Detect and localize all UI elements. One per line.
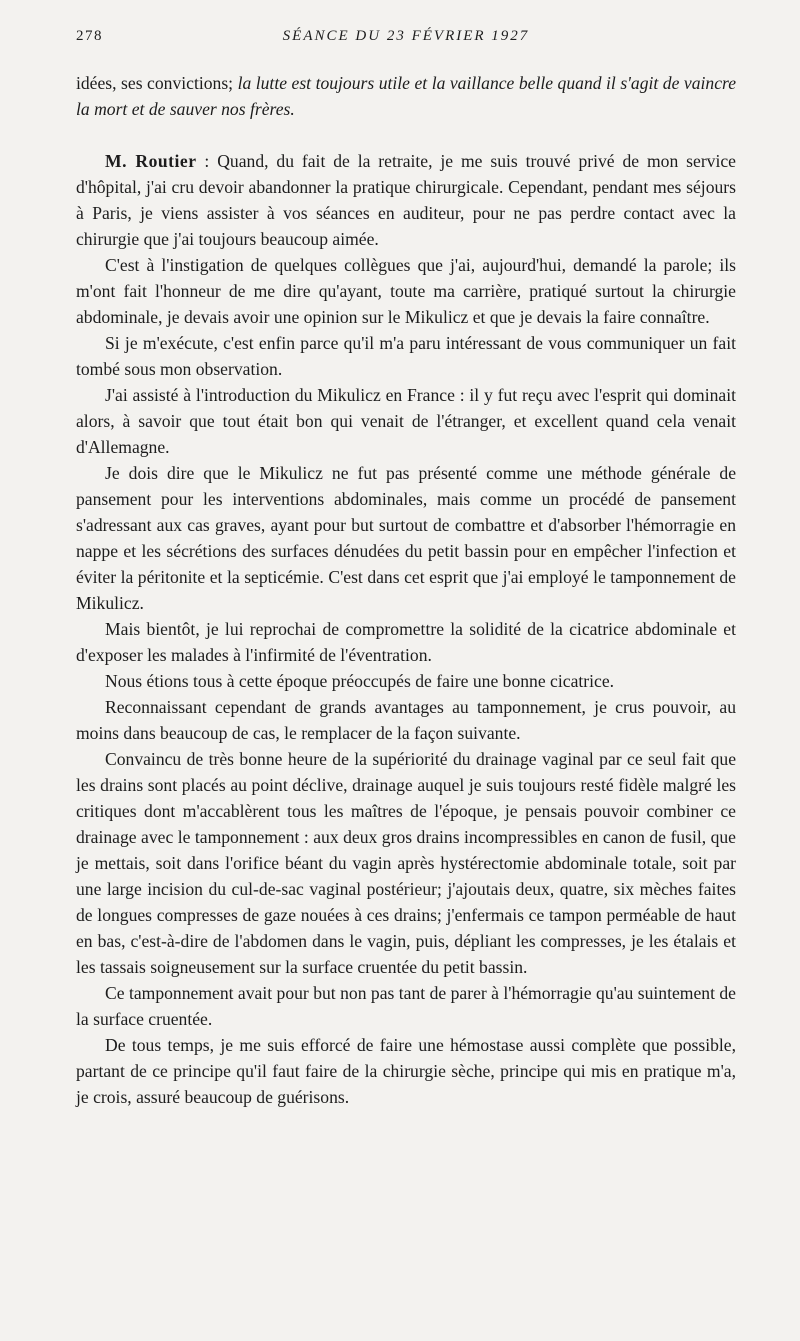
page-number: 278 [76,28,103,44]
speech-opening-paragraph [76,148,736,252]
body-paragraph: Je dois dire que le Mikulicz ne fut pas présenté comme une méthode générale de pansement pour les interventions abdominales, mais comme un procédé de pansement s'adressant aux cas graves, ayant pour but surtout de combattre et d'absorber l'hémorragie en nappe et les sécrétions des surfaces dénudées du petit bassin pour en empêcher l'infection et éviter la péritonite et la septicémie. C'est dans cet esprit que j'ai employé le tamponnement de Mikulicz. [76,463,736,613]
page-header [76,28,736,52]
intro-text: idées, ses convictions; [76,73,238,93]
body-paragraph: Mais bientôt, je lui reprochai de compromettre la solidité de la cicatrice abdominale et d'exposer les malades à l'infirmité de l'éventration. [76,619,736,665]
body-paragraph: Ce tamponnement avait pour but non pas tant de parer à l'hémorragie qu'au suintement de la surface cruentée. [76,983,736,1029]
intro-italic-quote: la lutte est toujours utile et la vaillance belle quand il s'agit de vaincre la mort et de sauver nos frères. [76,73,737,119]
body-paragraph: C'est à l'instigation de quelques collègues que j'ai, aujourd'hui, demandé la parole; ils m'ont fait l'honneur de me dire qu'ayant, toute ma carrière, pratiqué surtout la chirurgie abdominale, je devais avoir une opinion sur le Mikulicz et que je devais la faire connaître. [76,255,736,327]
body-paragraph: Nous étions tous à cette époque préoccupés de faire une bonne cicatrice. [105,671,615,691]
body-paragraph: Reconnaissant cependant de grands avantages au tamponnement, je crus pouvoir, au moins dans beaucoup de cas, le remplacer de la façon suivante. [76,697,736,743]
body-paragraph: Convaincu de très bonne heure de la supériorité du drainage vaginal par ce seul fait que les drains sont placés au point déclive, drainage auquel je suis toujours resté fidèle malgré les critiques dont m'accablèrent tous les maîtres de l'époque, je pensais pouvoir combiner ce drainage avec le tamponnement : aux deux gros drains incompressibles en canon de fusil, que je mettais, soit dans l'orifice béant du vagin après hystérectomie abdominale totale, soit par une large incision du cul-de-sac vaginal postérieur; j'ajoutais deux, quatre, six mèches faites de longues compresses de gaze nouées à ces drains; j'enfermais ce tampon perméable de haut en bas, c'est-à-dire de l'abdomen dans le vagin, puis, dépliant les compresses, je les étalais et les tassais soigneusement sur la surface cruentée du petit bassin. [76,749,736,977]
speaker-name: M. Routier [105,151,197,171]
body-paragraph: De tous temps, je me suis efforcé de faire une hémostase aussi complète que possible, partant de ce principe qu'il faut faire de la chirurgie sèche, principe qui mis en pratique m'a, je crois, assuré beaucoup de guérisons. [76,1035,736,1107]
speech-opening-text: : Quand, du fait de la retraite, je me suis trouvé privé de mon service d'hôpital, j'ai cru devoir abandonner la pratique chirurgicale. Cependant, pendant mes séjours à Paris, je viens assister à vos séances en auditeur, pour ne pas perdre contact avec la chirurgie que j'ai toujours beaucoup aimée. [76,151,736,249]
body-paragraph: Si je m'exécute, c'est enfin parce qu'il m'a paru intéressant de vous communiquer un fait tombé sous mon observation. [76,333,736,379]
document-body [76,70,736,1110]
body-paragraph: J'ai assisté à l'introduction du Mikulicz en France : il y fut reçu avec l'esprit qui dominait alors, à savoir que tout était bon qui venait de l'étranger, et excellent quand cela venait d'Allemagne. [76,385,736,457]
intro-paragraph [76,70,736,122]
running-head: SÉANCE DU 23 FÉVRIER 1927 [282,28,530,44]
